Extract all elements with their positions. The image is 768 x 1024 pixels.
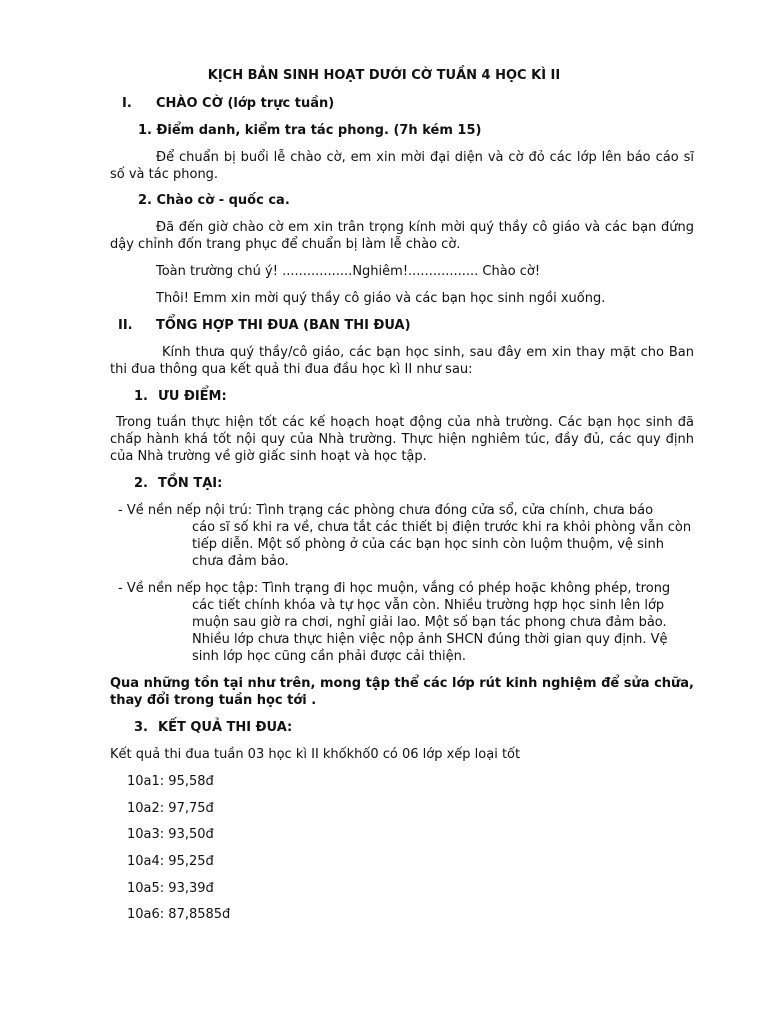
section-1-number: I. [122, 96, 132, 111]
section-2-number: II. [118, 318, 133, 333]
attention-line: Toàn trường chú ý! .................Nghiêm!................. Chào cờ! [156, 264, 541, 279]
result-item: 10a4: 95,25đ [127, 854, 214, 869]
result-item: 10a3: 93,50đ [127, 827, 214, 842]
conclusion-text: Qua những tồn tại như trên, mong tập thể các lớp rút kinh nghiệm để sửa chữa, thay đổi trong tuần học tới . [110, 676, 694, 708]
bullet-boarding-rest: cáo sĩ số khi ra về, chưa tắt các thiết bị điện trước khi ra khỏi phòng vẫn còn tiếp diễn. Một số phòng ở của các bạn học sinh còn luộm thuộm, vệ sinh chưa đảm bảo. [192, 520, 692, 569]
section-1-item-2-text: Đã đến giờ chào cờ em xin trân trọng kính mời quý thầy cô giáo và các bạn đứng dậy chỉnh đốn trang phục để chuẩn bị làm lễ chào cờ. [110, 220, 694, 252]
document-title: KỊCH BẢN SINH HOẠT DƯỚI CỜ TUẦN 4 HỌC KÌ II [207, 68, 561, 83]
result-item: 10a1: 95,58đ [127, 774, 214, 789]
section-1-item-1-text: Để chuẩn bị buổi lễ chào cờ, em xin mời đại diện và cờ đỏ các lớp lên báo cáo sĩ số và tác phong. [110, 150, 694, 182]
result-item: 10a2: 97,75đ [127, 801, 214, 816]
result-intro: Kết quả thi đua tuần 03 học kì II khốkhố0 có 06 lớp xếp loại tốt [110, 747, 521, 762]
section-1-item-2-heading: 2. Chào cờ - quốc ca. [138, 193, 290, 208]
section-2-item-1-heading: ƯU ĐIỂM: [158, 389, 227, 404]
section-1-item-1-heading: 1. Điểm danh, kiểm tra tác phong. (7h kém 15) [138, 123, 482, 138]
bullet-study-rest: các tiết chính khóa và tự học vẫn còn. Nhiều trường hợp học sinh lên lớp muộn sau giờ ra chơi, nghỉ giải lao. Một số bạn tác phong chưa đảm bảo. Nhiều lớp chưa thực hiện việc nộp ảnh SHCN đúng thời gian quy định. Vệ sinh lớp học cũng cần phải được cải thiện. [192, 598, 668, 664]
section-2-item-3-heading: KẾT QUẢ THI ĐUA: [158, 720, 293, 735]
section-2-item-2-heading: TỒN TẠI: [158, 476, 223, 491]
section-2-item-3-number: 3. [134, 720, 148, 735]
bullet-study-first-line: - Về nền nếp học tập: Tình trạng đi học muộn, vắng có phép hoặc không phép, trong [118, 581, 671, 596]
section-1-heading: CHÀO CỜ (lớp trực tuần) [156, 96, 335, 111]
sitdown-line: Thôi! Emm xin mời quý thầy cô giáo và các bạn học sinh ngồi xuống. [156, 291, 606, 306]
section-2-item-1-text: Trong tuần thực hiện tốt các kế hoạch hoạt động của nhà trường. Các bạn học sinh đã chấp hành khá tốt nội quy của Nhà trường. Thực hiện nghiêm túc, đầy đủ, các quy định của Nhà trường về giờ giấc sinh hoạt và học tập. [110, 415, 694, 464]
section-2-heading: TỔNG HỢP THI ĐUA (BAN THI ĐUA) [156, 318, 411, 333]
section-2-item-1-number: 1. [134, 389, 148, 404]
result-item: 10a6: 87,8585đ [127, 907, 231, 922]
bullet-boarding-first-line: - Về nền nếp nội trú: Tình trạng các phòng chưa đóng cửa sổ, cửa chính, chưa báo [118, 503, 654, 518]
section-2-item-2-number: 2. [134, 476, 148, 491]
section-2-intro: Kính thưa quý thầy/cô giáo, các bạn học sinh, sau đây em xin thay mặt cho Ban thi đua thông qua kết quả thi đua đầu học kì II như sau: [110, 345, 694, 377]
result-item: 10a5: 93,39đ [127, 881, 214, 896]
